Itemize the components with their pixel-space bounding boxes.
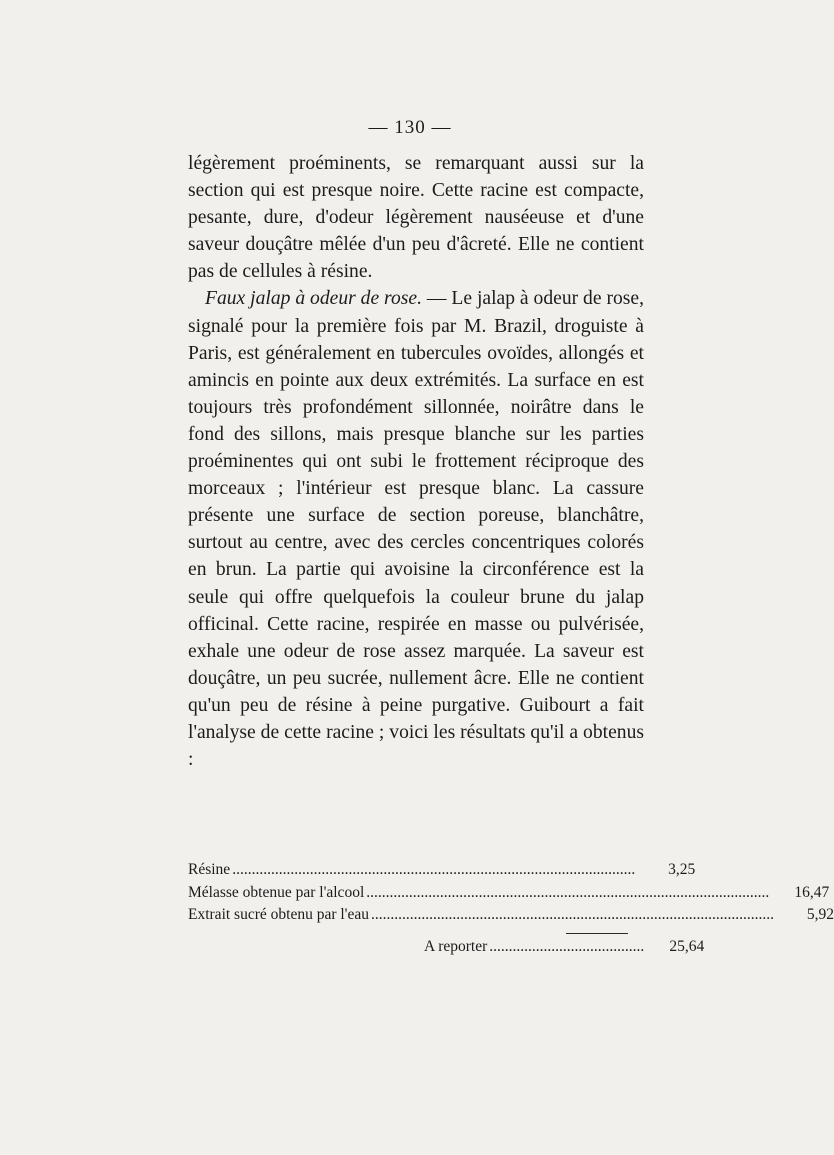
table-row (188, 906, 834, 929)
total-value: 25,64 (669, 937, 705, 955)
total-row (188, 937, 705, 961)
leader-dots: ........................................ (489, 937, 645, 955)
body-text (188, 150, 644, 773)
paragraph-2 (188, 285, 644, 773)
row-value: 16,47 (794, 883, 830, 901)
table-row (188, 861, 696, 884)
row-label: Résine (188, 861, 231, 878)
leader-dots: ........................................................................................................ (232, 861, 636, 878)
row-label: Extrait sucré obtenu par l'eau (188, 906, 369, 923)
paragraph-2-text: — Le jalap à odeur de rose, signalé pour la première fois par M. Brazil, droguiste à Paris, est généralement en tubercules ovoïdes, allongés et amincis en pointe aux deux extrémités. La surface en est toujours très profondément sillonnée, noirâtre dans le fond des sillons, mais presque blanche sur les parties proéminentes qui ont subi le frottement réciproque des morceaux ; l'intérieur est presque blanc. La cassure présente une surface de section poreuse, blanchâtre, surtout au centre, avec des cercles concentriques colorés en brun. La partie qui avoisine la circonférence est la seule qui offre quelquefois la couleur brune du jalap officinal. Cette racine, respirée en masse ou pulvérisée, exhale une odeur de rose assez marquée. La saveur est douçâtre, un peu sucrée, nullement âcre. Elle ne contient qu'un peu de résine à peine purgative. Guibourt a fait l'analyse de cette racine ; voici les résultats qu'il a obtenus : (188, 288, 644, 771)
sum-rule (566, 933, 628, 934)
row-value: 3,25 (668, 861, 696, 878)
page-number: — 130 — (368, 117, 452, 138)
paragraph-1 (188, 150, 644, 285)
section-title: Faux jalap à odeur de rose. (205, 288, 422, 310)
row-label: Mélasse obtenue par l'alcool (188, 883, 365, 901)
row-value: 5,92 (806, 906, 834, 923)
results-table (188, 861, 834, 960)
paragraph-1-text: légèrement proéminents, se remarquant aussi sur la section qui est presque noire. Cette racine est compacte, pesante, dure, d'odeur légèrement nauséeuse et d'une saveur douçâtre mêlée d'un peu d'âcreté. Elle ne contient pas de cellules à résine. (188, 153, 644, 283)
leader-dots: ........................................................................................................ (370, 906, 774, 923)
leader-dots: ........................................................................................................ (366, 883, 770, 901)
total-label: A reporter (424, 937, 488, 955)
table-row (188, 883, 830, 907)
